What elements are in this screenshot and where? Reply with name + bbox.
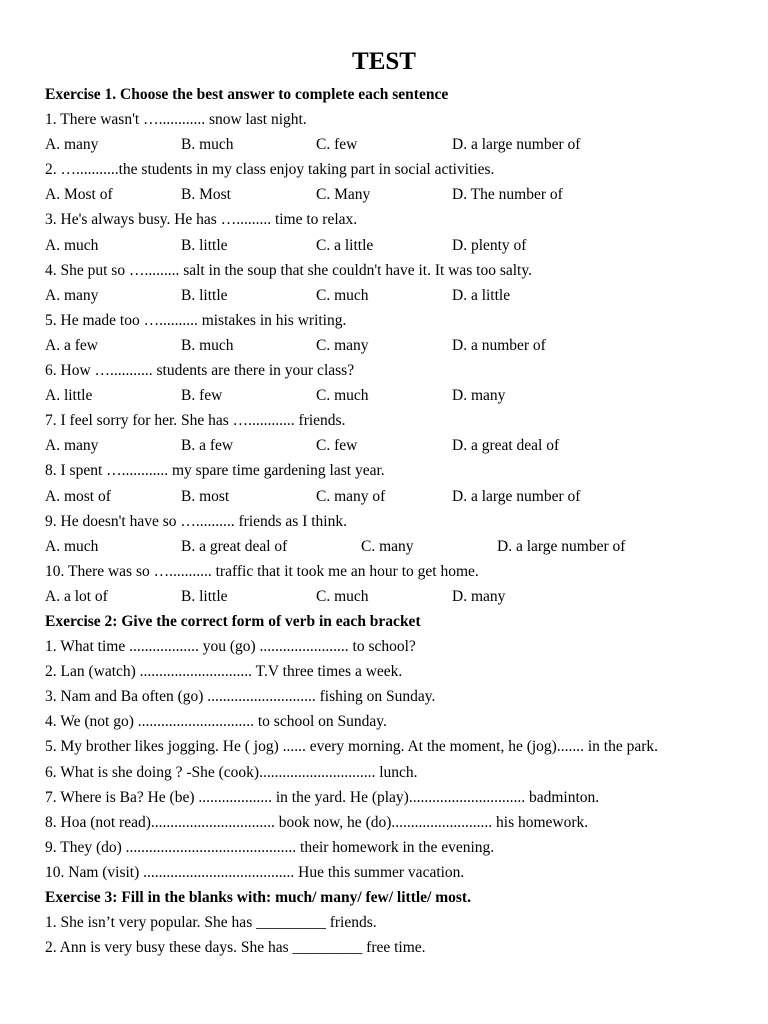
question-6-options bbox=[45, 383, 745, 408]
exercise-2-items bbox=[45, 634, 745, 885]
option-a: A. a lot of bbox=[45, 587, 108, 605]
exercise-2-item: 5. My brother likes jogging. He ( jog) ...... every morning. At the moment, he (jog)....... in the park. bbox=[45, 738, 658, 756]
option-b: B. Most bbox=[181, 186, 231, 204]
exercise-2-heading: Exercise 2: Give the correct form of verb in each bracket bbox=[45, 612, 421, 630]
option-a: A. a few bbox=[45, 336, 98, 354]
exercise-3-heading: Exercise 3: Fill in the blanks with: much/ many/ few/ little/ most. bbox=[45, 889, 471, 906]
exercise-2-item: 4. We (not go) .............................. to school on Sunday. bbox=[45, 713, 387, 731]
question-3: 3. He's always busy. He has …......... time to relax. bbox=[45, 211, 358, 229]
question-4-options bbox=[45, 283, 745, 308]
option-a: A. most of bbox=[45, 487, 111, 505]
option-a: A. little bbox=[45, 387, 93, 405]
option-b: B. most bbox=[181, 487, 230, 505]
option-d: D. a number of bbox=[452, 336, 546, 354]
exercise-3-item: 1. She isn’t very popular. She has _________ friends. bbox=[45, 914, 377, 932]
option-d: D. The number of bbox=[452, 186, 563, 204]
question-2-options bbox=[45, 182, 745, 207]
exercise-2-item: 2. Lan (watch) ............................. T.V three times a week. bbox=[45, 663, 403, 681]
option-a: A. Most of bbox=[45, 186, 113, 204]
exercise-2-item: 8. Hoa (not read)................................ book now, he (do).......................... his homework. bbox=[45, 813, 589, 831]
option-b: B. little bbox=[181, 587, 228, 605]
question-1: 1. There wasn't …............ snow last night. bbox=[45, 111, 307, 129]
exercise-2-item: 3. Nam and Ba often (go) ............................ fishing on Sunday. bbox=[45, 688, 436, 706]
question-5-options bbox=[45, 333, 745, 358]
option-d: D. a large number of bbox=[452, 136, 581, 154]
option-c: C. many bbox=[361, 537, 414, 555]
question-8: 8. I spent …............ my spare time gardening last year. bbox=[45, 462, 385, 480]
option-b: B. little bbox=[181, 286, 228, 304]
exercise-2-item: 7. Where is Ba? He (be) ................... in the yard. He (play).............................. badminton. bbox=[45, 788, 600, 806]
option-c: C. much bbox=[316, 286, 369, 304]
option-d: D. a large number of bbox=[497, 537, 626, 555]
option-d: D. plenty of bbox=[452, 236, 527, 254]
option-a: A. many bbox=[45, 437, 99, 455]
option-a: A. many bbox=[45, 136, 99, 154]
test-document bbox=[45, 44, 745, 960]
question-5: 5. He made too ….......... mistakes in his writing. bbox=[45, 311, 347, 329]
exercise-1-questions bbox=[45, 107, 745, 609]
option-b: B. few bbox=[181, 387, 223, 405]
question-7-options bbox=[45, 433, 745, 458]
option-b: B. a few bbox=[181, 437, 234, 455]
exercise-2-item: 1. What time .................. you (go) ....................... to school? bbox=[45, 638, 416, 656]
option-c: C. few bbox=[316, 437, 358, 455]
option-d: D. many bbox=[452, 587, 506, 605]
exercise-1-heading: Exercise 1. Choose the best answer to complete each sentence bbox=[45, 86, 449, 103]
question-7: 7. I feel sorry for her. She has …............ friends. bbox=[45, 412, 346, 430]
option-c: C. few bbox=[316, 136, 358, 154]
option-c: C. many of bbox=[316, 487, 386, 505]
option-d: D. a large number of bbox=[452, 487, 581, 505]
option-c: C. Many bbox=[316, 186, 371, 204]
page-title: TEST bbox=[352, 48, 416, 75]
exercise-2-item: 10. Nam (visit) ....................................... Hue this summer vacation. bbox=[45, 863, 465, 881]
question-3-options bbox=[45, 233, 745, 258]
question-4: 4. She put so …......... salt in the soup that she couldn't have it. It was too salty. bbox=[45, 261, 532, 279]
question-9: 9. He doesn't have so ….......... friends as I think. bbox=[45, 512, 347, 530]
question-10-options bbox=[45, 584, 745, 609]
question-10: 10. There was so …........... traffic that it took me an hour to get home. bbox=[45, 562, 479, 580]
exercise-3-item: 2. Ann is very busy these days. She has _________ free time. bbox=[45, 939, 426, 957]
question-9-options bbox=[45, 534, 745, 559]
option-d: D. a great deal of bbox=[452, 437, 560, 455]
option-c: C. much bbox=[316, 387, 369, 405]
option-a: A. much bbox=[45, 236, 99, 254]
option-b: B. a great deal of bbox=[181, 537, 288, 555]
option-b: B. little bbox=[181, 236, 228, 254]
option-d: D. many bbox=[452, 387, 506, 405]
question-2: 2. …...........the students in my class enjoy taking part in social activities. bbox=[45, 161, 495, 179]
question-1-options bbox=[45, 132, 745, 157]
option-c: C. a little bbox=[316, 236, 374, 254]
option-b: B. much bbox=[181, 336, 234, 354]
option-c: C. much bbox=[316, 587, 369, 605]
option-b: B. much bbox=[181, 136, 234, 154]
exercise-3-items bbox=[45, 910, 745, 960]
exercise-2-item: 9. They (do) ............................................ their homework in the evening. bbox=[45, 838, 495, 856]
question-6: 6. How …........... students are there in your class? bbox=[45, 362, 355, 380]
exercise-2-item: 6. What is she doing ? -She (cook).............................. lunch. bbox=[45, 763, 418, 781]
option-d: D. a little bbox=[452, 286, 511, 304]
option-a: A. many bbox=[45, 286, 99, 304]
question-8-options bbox=[45, 484, 745, 509]
option-c: C. many bbox=[316, 336, 369, 354]
option-a: A. much bbox=[45, 537, 99, 555]
